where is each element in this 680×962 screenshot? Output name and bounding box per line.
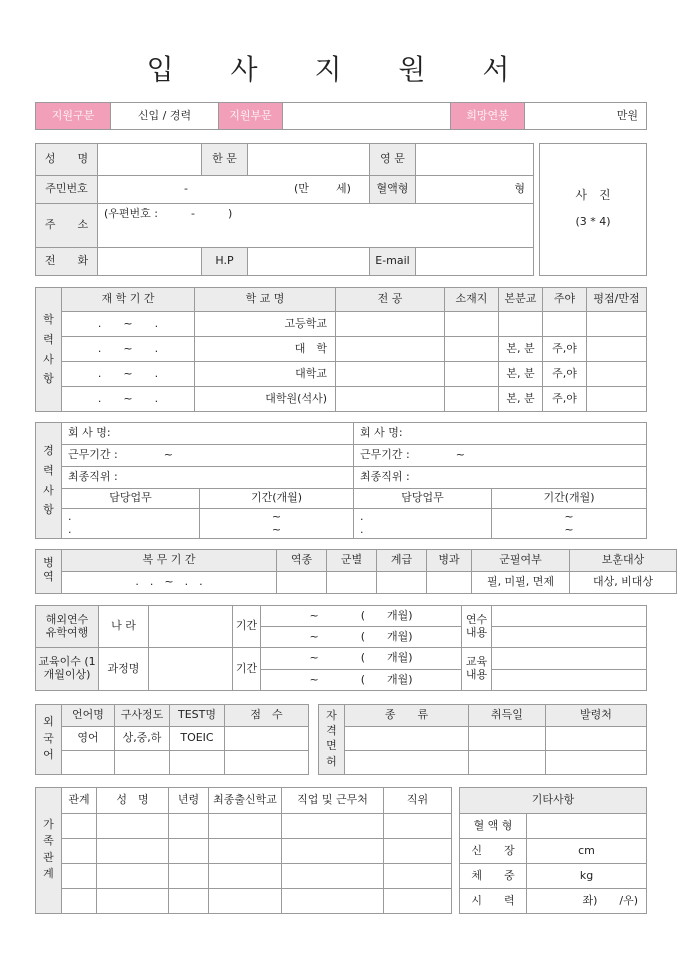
license-side-label: 자격면허	[319, 705, 345, 775]
edu-header-campus: 본분교	[499, 288, 543, 312]
license-type[interactable]	[345, 751, 469, 775]
family-cell[interactable]	[97, 839, 169, 864]
family-header-name: 성 명	[97, 788, 169, 814]
mil-specialty[interactable]	[427, 572, 472, 594]
military-table	[35, 549, 677, 594]
family-cell[interactable]	[282, 839, 384, 864]
photo-label: 사 진	[575, 188, 611, 202]
lang-level[interactable]: 상,중,하	[115, 727, 170, 751]
edu-period[interactable]: . ~ .	[62, 387, 195, 412]
lang-header-level: 구사정도	[115, 705, 170, 727]
language-side-label: 외국어	[36, 705, 62, 775]
license-table	[318, 704, 647, 775]
company-field[interactable]: 회 사 명:	[62, 423, 354, 445]
family-header-age: 년령	[169, 788, 209, 814]
phone-field[interactable]	[98, 248, 202, 276]
page-title: 입 사 지 원 서	[146, 53, 534, 86]
family-cell[interactable]	[282, 889, 384, 914]
family-header-job: 직업 및 근무처	[282, 788, 384, 814]
edu-major[interactable]	[336, 312, 445, 337]
edu-major[interactable]	[336, 337, 445, 362]
type-label: 지원구분	[36, 103, 111, 130]
family-cell[interactable]	[282, 814, 384, 839]
training-content-label: 연수 내용	[462, 606, 492, 648]
mil-header-period: 복 무 기 간	[62, 550, 277, 572]
edu-period[interactable]: . ~ .	[62, 312, 195, 337]
license-issuer[interactable]	[546, 727, 647, 751]
course-period-field[interactable]: ~ ( 개월)	[261, 670, 462, 691]
lang-test[interactable]: TOEIC	[170, 727, 225, 751]
mil-rank[interactable]	[377, 572, 427, 594]
edu-gpa[interactable]	[587, 387, 647, 412]
overseas-period-label: 기간	[233, 606, 261, 648]
edu-school[interactable]: 대학교	[195, 362, 336, 387]
family-table	[35, 787, 452, 914]
hanja-label: 한 문	[202, 144, 248, 176]
edu-gpa[interactable]	[587, 337, 647, 362]
lang-test[interactable]	[170, 751, 225, 775]
address-label: 주 소	[36, 204, 98, 248]
edu-school[interactable]: 고등학교	[195, 312, 336, 337]
edu-school[interactable]: 대학원(석사)	[195, 387, 336, 412]
family-cell[interactable]	[62, 814, 97, 839]
family-header-relation: 관계	[62, 788, 97, 814]
edu-major[interactable]	[336, 362, 445, 387]
career-table	[35, 422, 647, 539]
other-blood-label: 혈 액 형	[460, 814, 527, 839]
country-field[interactable]	[149, 606, 233, 648]
other-title: 기타사항	[460, 788, 647, 814]
lang-header-score: 점 수	[225, 705, 309, 727]
mil-header-type: 역종	[277, 550, 327, 572]
family-header-position: 직위	[384, 788, 452, 814]
edu-school[interactable]: 대 학	[195, 337, 336, 362]
family-cell[interactable]	[97, 864, 169, 889]
mil-veteran[interactable]: 대상, 비대상	[570, 572, 677, 594]
training-table	[35, 605, 647, 691]
edu-major[interactable]	[336, 387, 445, 412]
hp-field[interactable]	[248, 248, 370, 276]
postcode-text: (우편번호 : - )	[104, 207, 233, 220]
edu-header-gpa: 평점/만점	[587, 288, 647, 312]
education-side-label: 학력사항	[36, 288, 62, 412]
english-label: 영 문	[370, 144, 416, 176]
application-type-table	[35, 102, 647, 130]
duty-field[interactable]: . .	[62, 509, 200, 539]
edu-shift[interactable]	[543, 312, 587, 337]
license-header-date: 취득일	[469, 705, 546, 727]
address-field[interactable]	[98, 204, 534, 248]
edu-period[interactable]: . ~ .	[62, 362, 195, 387]
family-cell[interactable]	[169, 864, 209, 889]
license-type[interactable]	[345, 727, 469, 751]
course-period-label: 기간	[233, 648, 261, 691]
lang-header-name: 언어명	[62, 705, 115, 727]
resident-field[interactable]	[98, 176, 370, 204]
lang-score[interactable]	[225, 727, 309, 751]
education-content-label: 교육 내용	[462, 648, 492, 691]
education-course-label: 교육이수 (1개월이상)	[36, 648, 99, 691]
mil-period[interactable]: . . ~ . .	[62, 572, 277, 594]
type-value[interactable]: 신입 / 경력	[111, 103, 219, 130]
family-cell[interactable]	[97, 889, 169, 914]
personal-info-table	[35, 143, 534, 276]
english-field[interactable]	[416, 144, 534, 176]
duration-field[interactable]: ~ ~	[200, 509, 354, 539]
license-issuer[interactable]	[546, 751, 647, 775]
family-cell[interactable]	[169, 889, 209, 914]
photo-box[interactable]	[539, 143, 647, 276]
edu-header-school: 학 교 명	[195, 288, 336, 312]
other-blood-field[interactable]	[527, 814, 647, 839]
last-position-field[interactable]: 최종직위 :	[354, 467, 647, 489]
other-table	[459, 787, 647, 914]
other-height-label: 신 장	[460, 839, 527, 864]
family-cell[interactable]	[209, 889, 282, 914]
resident-dash: -	[184, 182, 188, 195]
lang-name[interactable]: 영어	[62, 727, 115, 751]
lang-score[interactable]	[225, 751, 309, 775]
age-close: 세)	[336, 182, 351, 195]
family-cell[interactable]	[169, 839, 209, 864]
edu-gpa[interactable]	[587, 362, 647, 387]
age-open: (만	[294, 182, 309, 195]
lang-name[interactable]	[62, 751, 115, 775]
blood-label: 혈액형	[370, 176, 416, 204]
overseas-label: 해외연수 유학여행	[36, 606, 99, 648]
training-content-field[interactable]	[492, 627, 647, 648]
duty-header: 담당업무	[62, 489, 200, 509]
education-content-field[interactable]	[492, 648, 647, 670]
family-cell[interactable]	[384, 814, 452, 839]
edu-header-period: 재 학 기 간	[62, 288, 195, 312]
salary-label: 희망연봉	[451, 103, 525, 130]
mil-header-branch: 군별	[327, 550, 377, 572]
language-table	[35, 704, 309, 775]
work-period-field[interactable]: 근무기간 : ~	[62, 445, 354, 467]
lang-level[interactable]	[115, 751, 170, 775]
mil-header-veteran: 보훈대상	[570, 550, 677, 572]
duty-header: 담당업무	[354, 489, 492, 509]
family-cell[interactable]	[384, 889, 452, 914]
license-date[interactable]	[469, 751, 546, 775]
mil-header-rank: 계급	[377, 550, 427, 572]
work-period-field[interactable]: 근무기간 : ~	[354, 445, 647, 467]
family-cell[interactable]	[209, 814, 282, 839]
edu-campus[interactable]: 본, 분	[499, 387, 543, 412]
family-cell[interactable]	[62, 839, 97, 864]
edu-header-location: 소재지	[445, 288, 499, 312]
other-weight-label: 체 중	[460, 864, 527, 889]
edu-shift[interactable]: 주,야	[543, 362, 587, 387]
other-weight-field[interactable]: kg	[527, 864, 647, 889]
career-side-label: 경력사항	[36, 423, 62, 539]
course-field[interactable]	[149, 648, 233, 691]
other-vision-label: 시 력	[460, 889, 527, 914]
edu-shift[interactable]: 주,야	[543, 337, 587, 362]
phone-label: 전 화	[36, 248, 98, 276]
military-side-label: 병역	[36, 550, 62, 594]
overseas-period-field[interactable]: ~ ( 개월)	[261, 627, 462, 648]
dept-field[interactable]	[283, 103, 451, 130]
name-label: 성 명	[36, 144, 98, 176]
edu-header-major: 전 공	[336, 288, 445, 312]
license-header-issuer: 발령처	[546, 705, 647, 727]
family-cell[interactable]	[169, 814, 209, 839]
edu-campus[interactable]: 본, 분	[499, 337, 543, 362]
company-field[interactable]: 회 사 명:	[354, 423, 647, 445]
duty-field[interactable]: . .	[354, 509, 492, 539]
other-height-field[interactable]: cm	[527, 839, 647, 864]
family-cell[interactable]	[62, 864, 97, 889]
country-label: 나 라	[99, 606, 149, 648]
mil-branch[interactable]	[327, 572, 377, 594]
hanja-field[interactable]	[248, 144, 370, 176]
training-content-field[interactable]	[492, 606, 647, 627]
license-date[interactable]	[469, 727, 546, 751]
mil-status[interactable]: 필, 미필, 면제	[472, 572, 570, 594]
edu-campus[interactable]	[499, 312, 543, 337]
edu-gpa[interactable]	[587, 312, 647, 337]
family-cell[interactable]	[384, 864, 452, 889]
family-header-school: 최종출신학교	[209, 788, 282, 814]
other-vision-field[interactable]: 좌) /우)	[527, 889, 647, 914]
course-label: 과정명	[99, 648, 149, 691]
edu-shift[interactable]: 주,야	[543, 387, 587, 412]
education-content-field[interactable]	[492, 670, 647, 691]
last-position-field[interactable]: 최종직위 :	[62, 467, 354, 489]
duration-header: 기간(개월)	[492, 489, 647, 509]
edu-period[interactable]: . ~ .	[62, 337, 195, 362]
hp-label: H.P	[202, 248, 248, 276]
education-table	[35, 287, 647, 412]
duration-header: 기간(개월)	[200, 489, 354, 509]
mil-type[interactable]	[277, 572, 327, 594]
edu-header-shift: 주야	[543, 288, 587, 312]
email-field[interactable]	[416, 248, 534, 276]
family-cell[interactable]	[384, 839, 452, 864]
family-cell[interactable]	[209, 839, 282, 864]
email-label: E-mail	[370, 248, 416, 276]
edu-location[interactable]	[445, 387, 499, 412]
edu-location[interactable]	[445, 362, 499, 387]
course-period-field[interactable]: ~ ( 개월)	[261, 648, 462, 670]
family-side-label: 가족관계	[36, 788, 62, 914]
license-header-type: 종 류	[345, 705, 469, 727]
edu-location[interactable]	[445, 337, 499, 362]
family-cell[interactable]	[97, 814, 169, 839]
mil-header-status: 군필여부	[472, 550, 570, 572]
family-cell[interactable]	[62, 889, 97, 914]
mil-header-specialty: 병과	[427, 550, 472, 572]
dept-label: 지원부문	[219, 103, 283, 130]
name-field[interactable]	[98, 144, 202, 176]
family-cell[interactable]	[209, 864, 282, 889]
blood-field[interactable]: 형	[416, 176, 534, 204]
duration-field[interactable]: ~ ~	[492, 509, 647, 539]
edu-campus[interactable]: 본, 분	[499, 362, 543, 387]
edu-location[interactable]	[445, 312, 499, 337]
resident-label: 주민번호	[36, 176, 98, 204]
lang-header-test: TEST명	[170, 705, 225, 727]
overseas-period-field[interactable]: ~ ( 개월)	[261, 606, 462, 627]
photo-size: (3 * 4)	[575, 215, 611, 228]
family-cell[interactable]	[282, 864, 384, 889]
salary-field[interactable]: 만원	[525, 103, 647, 130]
